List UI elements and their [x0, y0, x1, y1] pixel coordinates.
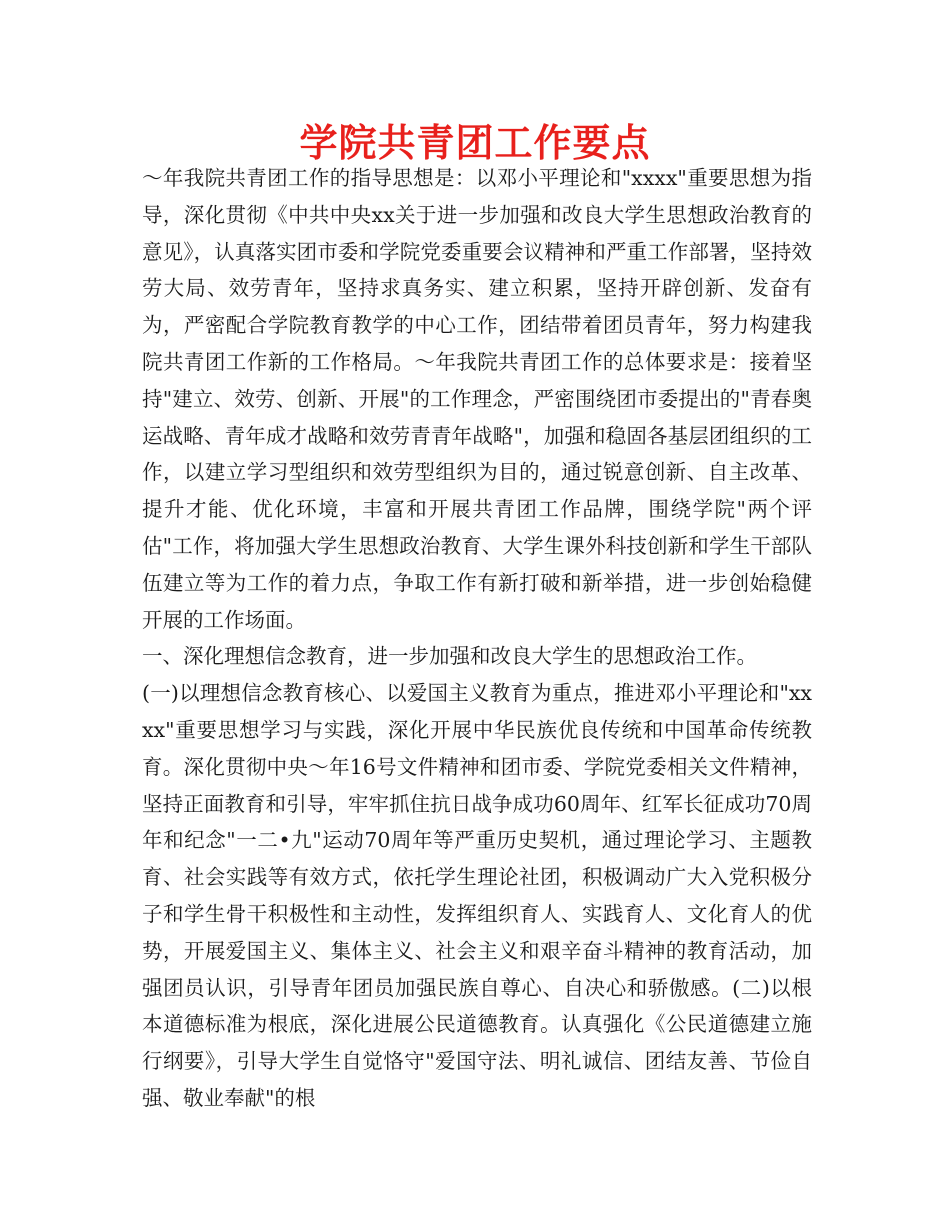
paragraph-guiding-ideology: ～年我院共青团工作的指导思想是：以邓小平理论和"xxxx"重要思想为指导，深化贯彻《中共中央xx关于进一步加强和改良大学生思想政治教育的意见》，认真落实团市委和学院党委重要会议精神和严重工作部署，坚持效劳大局、效劳青年，坚持求真务实、建立积累，坚持开辟创新、发奋有为，严密配合学院教育教学的中心工作，团结带着团员青年，努力构建我院共青团工作新的工作格局。～年我院共青团工作的总体要求是：接着坚持"建立、效劳、创新、开展"的工作理念，严密围绕团市委提出的"青春奥运战略、青年成才战略和效劳青青年战略"，加强和稳固各基层团组织的工作，以建立学习型组织和效劳型组织为目的，通过锐意创新、自主改革、提升才能、优化环境，丰富和开展共青团工作品牌，围绕学院"两个评估"工作，将加强大学生思想政治教育、大学生课外科技创新和学生干部队伍建立等为工作的着力点，争取工作有新打破和新举措，进一步创始稳健开展的工作场面。	[142, 166, 812, 632]
paragraph-section-one-body: (一)以理想信念教育核心、以爱国主义教育为重点，推进邓小平理论和"xxxx"重要思想学习与实践，深化开展中华民族优良传统和中国革命传统教育。深化贯彻中央～年16号文件精神和团市委、学院党委相关文件精神，坚持正面教育和引导，牢牢抓住抗日战争成功60周年、红军长征成功70周年和纪念"一二•九"运动70周年等严重历史契机，通过理论学习、主题教育、社会实践等有效方式，依托学生理论社团，积极调动广大入党积极分子和学生骨干积极性和主动性，发挥组织育人、实践育人、文化育人的优势，开展爱国主义、集体主义、社会主义和艰辛奋斗精神的教育活动，加强团员认识，引导青年团员加强民族自尊心、自决心和骄傲感。(二)以根本道德标准为根底，深化进展公民道德教育。认真强化《公民道德建立施行纲要》，引导大学生自觉恪守"爱国守法、明礼诚信、团结友善、节俭自强、敬业奉献"的根	[142, 681, 812, 1110]
document-body	[142, 160, 812, 1117]
paragraph-section-one-heading: 一、深化理想信念教育，进一步加强和改良大学生的思想政治工作。	[142, 644, 757, 669]
document-title: 学院共青团工作要点	[299, 121, 651, 165]
